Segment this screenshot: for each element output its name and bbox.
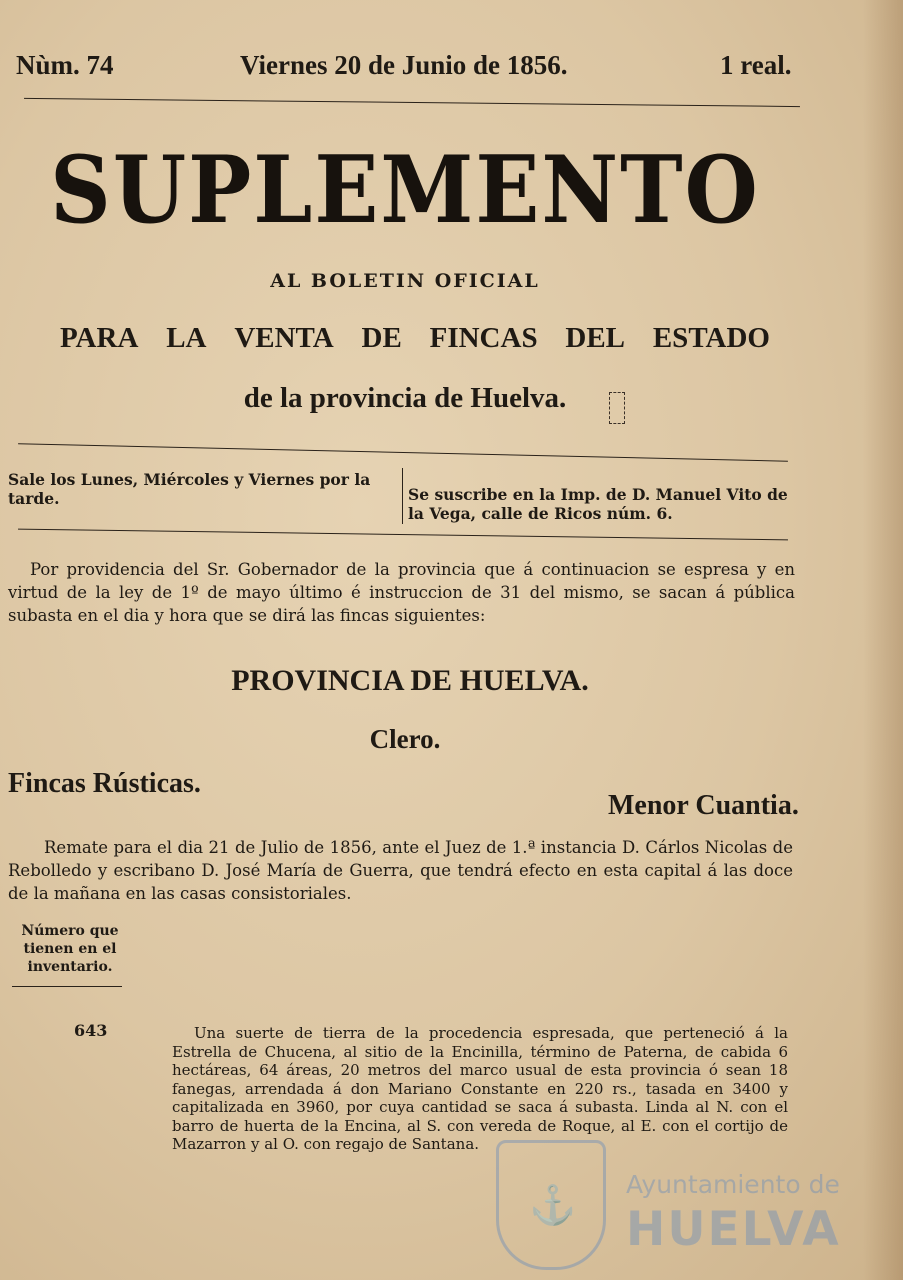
issue-date: Viernes 20 de Junio de 1856. [240,50,568,80]
subscription-divider [402,468,403,524]
masthead-province-line: de la provincia de Huelva. [243,382,567,414]
masthead-title: SUPLEMENTO [50,135,760,244]
intro-paragraph: Por providencia del Sr. Gobernador de la provincia que á continuacion se espresa y en virtud de la ley de 1º de mayo último é instruccion de 31 del mismo, se sacan á pública subasta en el dia y hora que se dirá las fincas siguientes: [8,560,795,625]
inventory-column-header: Número que tienen en el inventario. [21,923,119,975]
inventory-rule [12,986,122,987]
watermark-line-big: HUELVA [626,1202,841,1257]
ornament-mark [609,392,625,424]
watermark-line-top: Ayuntamiento de [626,1170,840,1199]
remate-paragraph: Remate para el dia 21 de Julio de 1856, ante el Juez de 1.ª instancia D. Cárlos Nicolas de Rebolledo y escribano D. José María de Guerra, que tendrá efecto en esta capital á las doce de la mañana en las casas consistoriales. [8,838,793,903]
subscription-bottom-rule [18,529,788,541]
publication-schedule: Sale los Lunes, Miércoles y Viernes por la tarde. [8,470,371,508]
header-rule [24,98,800,107]
masthead-word: LA [166,322,207,354]
shield-icon [496,1140,606,1270]
subscription-info: Se suscribe en la Imp. de D. Manuel Vito de la Vega, calle de Ricos núm. 6. [408,485,788,523]
masthead-subtitle: AL BOLETIN OFICIAL [270,270,540,292]
province-heading: PROVINCIA DE HUELVA. [231,664,589,697]
anchor-icon: ⚓ [529,1183,577,1227]
page-edge-shadow [863,0,903,1280]
subscription-top-rule [18,443,788,461]
issue-price: 1 real. [720,50,792,80]
masthead-word: DE [361,322,402,354]
masthead-word: PARA [60,322,139,354]
archive-watermark [496,1140,876,1270]
masthead-word: FINCAS [429,322,538,354]
masthead-word: DEL [565,322,626,354]
lot-number: 643 [74,1021,108,1040]
masthead-word: ESTADO [652,322,770,354]
lot-description: Una suerte de tierra de la procedencia espresada, que perteneció á la Estrella de Chucena, al sitio de la Encinilla, término de Paterna, de cabida 6 hectáreas, 64 áreas, 20 metros del marco usual de esta provincia ó sean 18 fanegas, arrendada á don Mariano Constante en 220 rs., tasada en 3400 y capitalizada en 3960, por cuya cantidad se saca á subasta. Linda al N. con el barro de huerta de la Encina, al S. con vereda de Roque, al E. con el cortijo de Mazarron y al O. con regajo de Santana. [172,1024,788,1153]
masthead-line-venta [60,322,770,355]
cuantia-heading: Menor Cuantia. [608,790,799,821]
fincas-heading: Fincas Rústicas. [8,768,201,799]
masthead-word: VENTA [234,322,334,354]
category-heading: Clero. [369,724,441,754]
issue-number: Nùm. 74 [16,50,114,80]
